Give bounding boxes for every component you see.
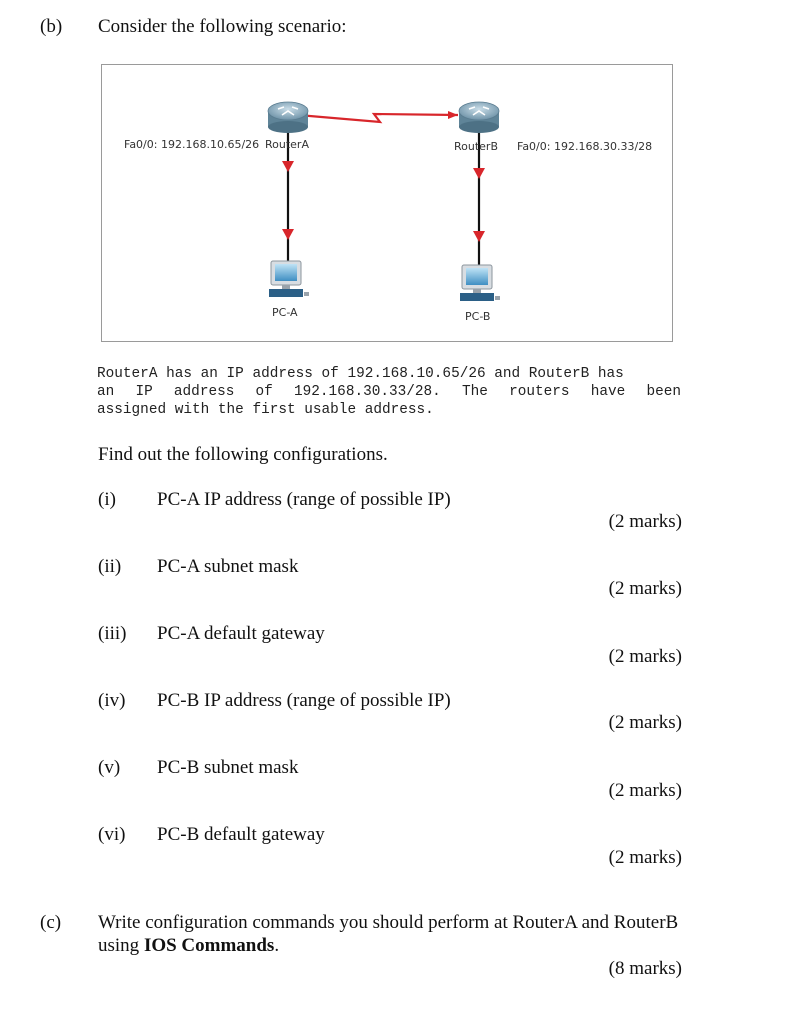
scenario-description-line: an IP address of 192.168.30.33/28. The routers have been: [97, 384, 681, 400]
section-c-label: (c): [40, 912, 62, 933]
section-c-text-line2: [98, 935, 279, 957]
routerB-label: RouterB: [454, 140, 498, 153]
question-marks: (2 marks): [608, 511, 682, 532]
section-b-label: (b): [40, 16, 63, 37]
router-icon: [268, 102, 308, 133]
section-b-intro: Consider the following scenario:: [98, 16, 347, 37]
question-marks: (2 marks): [608, 780, 682, 801]
question-number: (iii): [98, 623, 127, 644]
question-text: PC-A subnet mask: [157, 556, 299, 577]
question-number: (i): [98, 489, 116, 510]
question-text: PC-B subnet mask: [157, 757, 299, 778]
question-marks: (2 marks): [608, 712, 682, 733]
question-marks: (2 marks): [608, 578, 682, 599]
question-text: PC-A default gateway: [157, 623, 325, 644]
network-diagram: [101, 64, 673, 342]
pcA-label: PC-A: [272, 306, 298, 319]
router-icon: [459, 102, 499, 133]
scenario-description-line: assigned with the first usable address.: [97, 402, 434, 418]
question-number: (vi): [98, 824, 126, 845]
question-marks: (2 marks): [608, 847, 682, 868]
section-c-text-prefix: using: [98, 935, 144, 956]
ios-commands-emphasis: IOS Commands: [143, 935, 275, 956]
pc-icon: [269, 261, 309, 297]
scenario-description-line: RouterA has an IP address of 192.168.10.65/26 and RouterB has: [97, 366, 624, 382]
routerA-interface-label: Fa0/0: 192.168.10.65/26: [124, 138, 260, 151]
section-c-marks: (8 marks): [608, 958, 682, 979]
question-number: (v): [98, 757, 121, 778]
routerA-label: RouterA: [265, 138, 309, 151]
question-text: PC-A IP address (range of possible IP): [157, 489, 451, 510]
question-marks: (2 marks): [608, 646, 682, 667]
pc-icon: [460, 265, 500, 301]
question-number: (iv): [98, 690, 126, 711]
section-c-text-line1: Write configuration commands you should perform at RouterA and RouterB: [98, 912, 679, 933]
question-number: (ii): [98, 556, 122, 577]
network-diagram-graphics: [102, 65, 672, 341]
find-configurations-text: Find out the following configurations.: [98, 444, 388, 465]
question-text: PC-B default gateway: [157, 824, 325, 845]
pcB-label: PC-B: [465, 310, 491, 323]
routerB-interface-label: Fa0/0: 192.168.30.33/28: [517, 140, 653, 153]
section-c-text-suffix: .: [274, 935, 280, 956]
serial-link: [298, 111, 458, 122]
question-text: PC-B IP address (range of possible IP): [157, 690, 451, 711]
